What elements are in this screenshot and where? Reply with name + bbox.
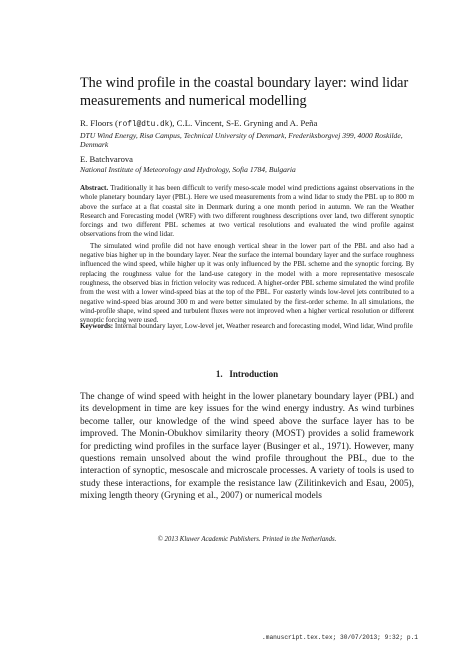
author-name-2: E. Batchvarova xyxy=(80,154,133,164)
abstract-text-1: Traditionally it has been difficult to verify meso-scale model wind predictions against observations in the whole planetary boundary layer (PBL). Here we used measurements from a wind lidar to study the PBL up to 800 m above the surface at a flat coastal site in Denmark during a one month period in autumn. We ran the Weather Research and Forecasting model (WRF) with two different roughness descriptions over land, two different synoptic forcings and two different PBL schemes at two vertical resolutions and evaluated the wind profile against observations from the wind lidar. xyxy=(80,184,414,239)
manuscript-footer: .manuscript.tex.tex; 30/07/2013; 9:32; p.1 xyxy=(262,634,418,641)
paper-title: The wind profile in the coastal boundary layer: wind lidar measurements and numerical modelling xyxy=(80,75,409,109)
abstract-label: Abstract. xyxy=(80,184,109,192)
section-heading xyxy=(80,369,414,379)
author-affiliation-2: National Institute of Meteorology and Hydrology, Sofia 1784, Bulgaria xyxy=(80,164,296,174)
section-number: 1. xyxy=(215,369,223,379)
section-title: Introduction xyxy=(229,369,279,379)
copyright-text: 2013 Kluwer Academic Publishers. Printed in the Netherlands. xyxy=(164,536,337,543)
author-block xyxy=(80,118,410,149)
author-email[interactable]: rofl@dtu.dk xyxy=(117,121,170,129)
author-names xyxy=(80,118,410,131)
author-block-2 xyxy=(80,154,410,174)
abstract-paragraph-1 xyxy=(80,184,414,240)
author-affiliation-1: DTU Wind Energy, Risø Campus, Technical University of Denmark, Frederiksborgvej 399, 4000 Roskilde, Denmark xyxy=(80,130,403,149)
introduction-body xyxy=(80,391,414,503)
copyright-symbol: © xyxy=(157,536,163,543)
copyright-notice xyxy=(80,536,414,543)
keywords-text: Internal boundary layer, Low-level jet, Weather research and forecasting model, Wind lidar, Wind profile xyxy=(114,322,413,330)
author-names-pre: R. Floors ( xyxy=(80,118,118,128)
keywords xyxy=(80,322,414,331)
keywords-label: Keywords: xyxy=(80,322,114,330)
introduction-paragraph: The change of wind speed with height in the lower planetary boundary layer (PBL) and its development in time are key issues for the wind energy industry. As wind turbines become taller, our knowledge of the wind speed above the surface layer has to be improved. The Monin-Obukhov similarity theory (MOST) provides a solid framework for predicting wind profiles in the surface layer (Businger et al., 1971). However, many questions remain unsolved about the wind profile throughout the PBL, due to the interaction of synoptic, mesoscale and microscale processes. A variety of tools is used to study these interactions, for example the resistance law (Zilitinkevich and Esau, 2005), mixing length theory (Gryning et al., 2007) or numerical models xyxy=(80,392,414,502)
author-names-post: ), C.L. Vincent, S-E. Gryning and A. Peña xyxy=(169,118,318,128)
abstract-paragraph-2: The simulated wind profile did not have enough vertical shear in the lower part of the PBL and also had a negative bias higher up in the boundary layer. Near the surface the internal boundary layer and the surface roughness influenced the wind speed, while higher up it was only influenced by the PBL scheme and the synoptic forcing. By replacing the roughness value for the land-use category in the model with a more representative mesoscale roughness, the observed bias in friction velocity was reduced. A higher-order PBL scheme simulated the wind profile from the west with a lower wind-speed bias at the top of the PBL. For easterly winds low-level jets contributed to a negative wind-speed bias around 300 m and were better simulated by the first-order scheme. In all simulations, the wind-profile shape, wind speed and turbulent fluxes were not improved when a higher vertical resolution or different synoptic forcing were used. xyxy=(80,241,414,325)
abstract xyxy=(80,184,414,325)
